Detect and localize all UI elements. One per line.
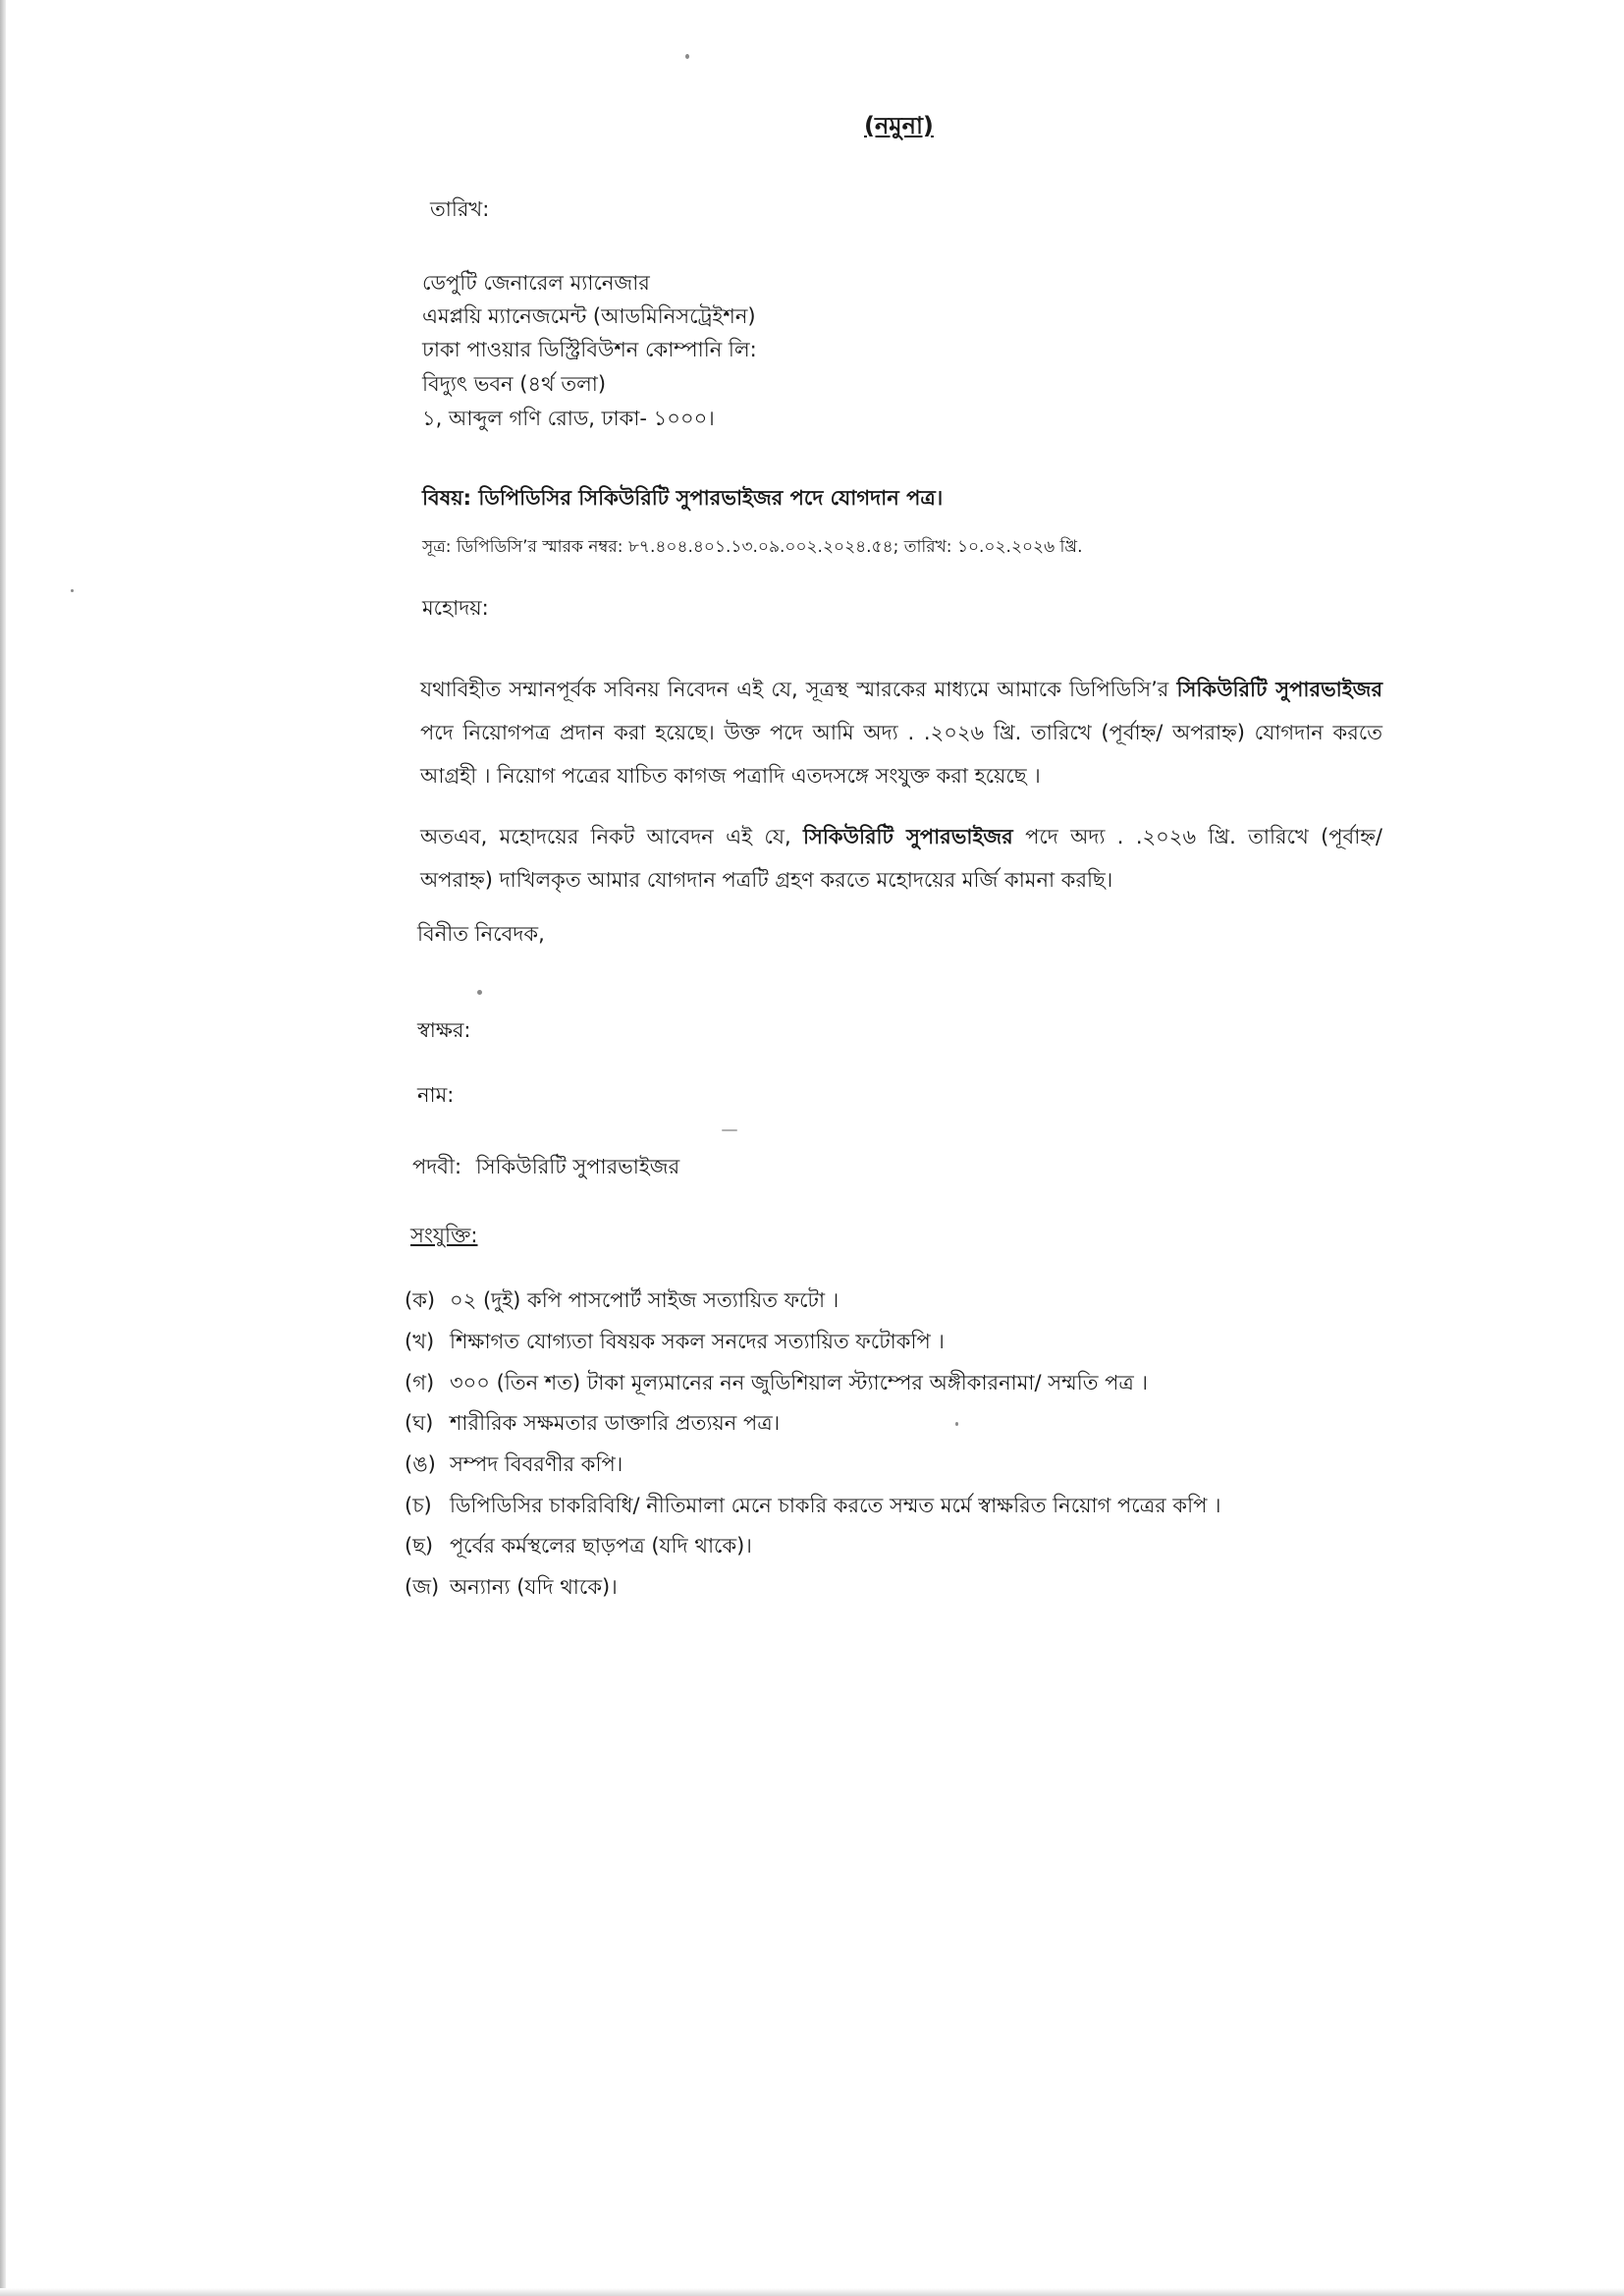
attachment-item [405,1407,780,1442]
attachment-text: শারীরিক সক্ষমতার ডাক্তারি প্রত্যয়ন পত্র। [450,1411,781,1435]
position-name: সিকিউরিটি সুপারভাইজর [1176,678,1383,701]
attachment-item [405,1449,623,1483]
paragraph-text: পদে নিয়োগপত্র প্রদান করা হয়েছে। উক্ত পদে আমি অদ্য . .২০২৬ খ্রি. তারিখে (পূর্বাহ্ন/ অপরাহ্ন) যোগদান করতে আগ্রহী । নিয়োগ পত্রের যাচিত কাগজ পত্রাদি এতদসঙ্গে সংযুক্ত করা হয়েছে । [420,721,1382,788]
recipient-line: এমপ্লয়ি ম্যানেজমেন্ট (আডমিনিসট্রেইশন) [422,304,756,328]
name-label: নাম: [417,1083,455,1107]
attachment-item [405,1285,839,1319]
closing: বিনীত নিবেদক, [417,922,545,946]
attachment-marker: (ক) [405,1288,436,1312]
attachment-item [405,1326,945,1360]
salutation: মহোদয়: [422,596,489,620]
recipient-line: ১, আব্দুল গণি রোড, ঢাকা- ১০০০। [422,407,715,430]
position-name: সিকিউরিটি সুপারভাইজর [803,825,1013,848]
reference-line: সূত্র: ডিপিডিসি’র স্মারক নম্বর: ৮৭.৪০৪.৪০১.১৩.০৯.০০২.২০২৪.৫৪; তারিখ: ১০.০২.২০২৬ খ্রি. [422,537,1083,557]
attachment-text: ০২ (দুই) কপি পাসপোর্ট সাইজ সত্যায়িত ফটো । [450,1288,839,1312]
subject-line: বিষয়: ডিপিডিসির সিকিউরিটি সুপারভাইজর পদে যোগদান পত্র। [422,486,944,510]
paragraph-text: পদে অদ্য . .২০২৬ খ্রি. তারিখে (পূর্বাহ্ন/ অপরাহ্ন) দাখিলকৃত আমার যোগদান পত্রটি গ্রহণ করতে মহোদয়ের মর্জি কামনা করছি। [420,825,1383,892]
attachment-marker: (খ) [405,1330,435,1353]
date-label: তারিখ: [430,197,490,221]
body-paragraph-2 [420,815,1382,902]
recipient-line: বিদ্যুৎ ভবন (৪র্থ তলা) [422,372,607,396]
attachments-heading: সংযুক্তি: [410,1224,478,1247]
designation-label: পদবী: [412,1155,462,1178]
attachment-text: অন্যান্য (যদি থাকে)। [450,1575,618,1599]
attachment-text: সম্পদ বিবরণীর কপি। [450,1452,623,1476]
paragraph-text: অতএব, মহোদয়ের নিকট আবেদন এই যে, [420,825,804,848]
attachment-marker: (ঙ) [405,1452,436,1476]
attachment-marker: (গ) [405,1371,435,1394]
attachment-marker: (ঘ) [405,1411,434,1435]
body-paragraph-1 [420,668,1382,797]
attachment-item [405,1571,618,1606]
attachment-text: ডিপিডিসির চাকরিবিধি/ নীতিমালা মেনে চাকরি করতে সম্মত মর্মে স্বাক্ষরিত নিয়োগ পত্রের কপি । [450,1494,1221,1517]
recipient-line: ডেপুটি জেনারেল ম্যানেজার [422,271,650,295]
attachment-text: ৩০০ (তিন শত) টাকা মূল্যমানের নন জুডিশিয়াল স্ট্যাম্পের অঙ্গীকারনামা/ সম্মতি পত্র । [450,1371,1148,1394]
attachment-marker: (ছ) [405,1534,434,1558]
document-title: (নমুনা) [864,112,934,139]
attachment-item [405,1490,1221,1524]
designation-row [412,1154,679,1180]
designation-value: সিকিউরিটি সুপারভাইজর [475,1155,680,1178]
paragraph-text: যথাবিহীত সম্মানপূর্বক সবিনয় নিবেদন এই যে, সূত্রস্থ স্মারকের মাধ্যমে আমাকে ডিপিডিসি’র [420,678,1177,701]
attachment-text: পূর্বের কর্মস্থলের ছাড়পত্র (যদি থাকে)। [450,1534,752,1558]
attachment-item [405,1367,1148,1401]
attachment-marker: (চ) [405,1494,432,1517]
attachment-text: শিক্ষাগত যোগ্যতা বিষয়ক সকল সনদের সত্যায়িত ফটোকপি । [450,1330,945,1353]
recipient-line: ঢাকা পাওয়ার ডিস্ট্রিবিউশন কোম্পানি লি: [422,338,757,361]
attachment-item [405,1530,752,1564]
signature-label: স্বাক্ষর: [417,1018,471,1042]
attachment-marker: (জ) [405,1575,440,1599]
